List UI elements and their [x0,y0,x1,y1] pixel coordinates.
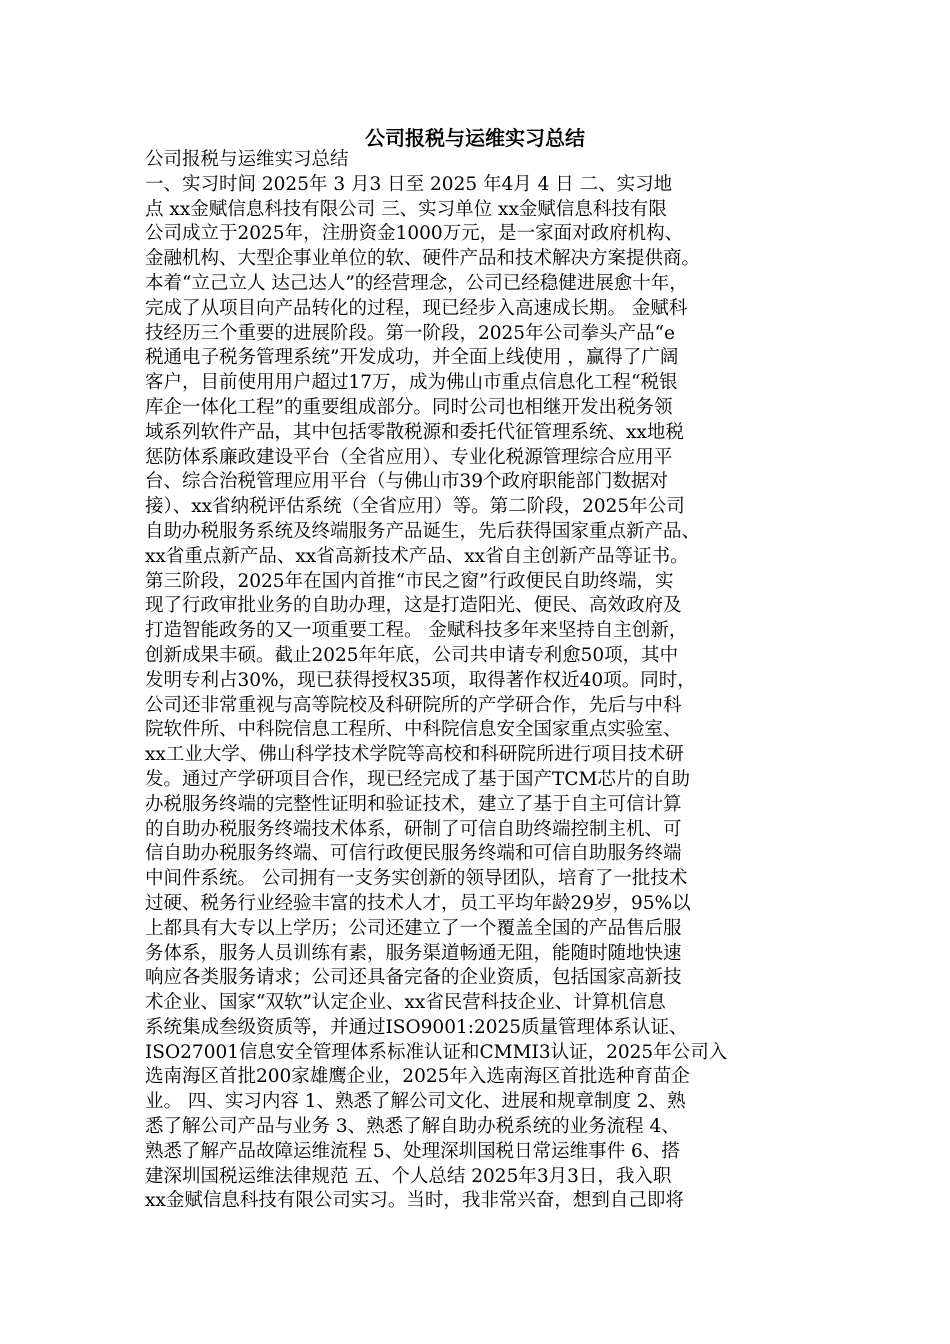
paragraph-line: xx省重点新产品、xx省高新技术产品、xx省自主创新产品等证书。 [145,545,689,567]
paragraph-line: ISO27001信息安全管理体系标准认证和CMMI3认证，2025年公司入 [145,1041,728,1063]
paragraph-line: 接）、xx省纳税评估系统（全省应用）等。第二阶段，2025年公司 [145,496,685,518]
paragraph-line: 公司还非常重视与高等院校及科研院所的产学研合作，先后与中科 [145,694,682,716]
paragraph-line: 创新成果丰硕。截止2025年年底，公司共申请专利愈50项，其中 [145,644,679,666]
paragraph-line: 一、实习时间 2025年 3 月3 日至 2025 年4月 4 日 二、实习地 [145,173,673,195]
paragraph-line: 办税服务终端的完整性证明和验证技术，建立了基于自主可信计算 [145,793,682,815]
paragraph-line: 点 xx金赋信息科技有限公司 三、实习单位 xx金赋信息科技有限 [145,198,667,220]
paragraph-line: 建深圳国税运维法律规范 五、个人总结 2025年3月3日，我入职 [145,1165,672,1187]
paragraph-line: 信自助办税服务终端、可信行政便民服务终端和可信自助服务终端 [145,843,682,865]
paragraph-line: 惩防体系廉政建设平台（全省应用）、专业化税源管理综合应用平 [145,446,673,468]
paragraph-line: 务体系，服务人员训练有素，服务渠道畅通无阻，能随时随地快速 [145,942,682,964]
paragraph-line: 公司报税与运维实习总结 [145,149,349,170]
paragraph-line: 术企业、国家“双软”认定企业、xx省民营科技企业、计算机信息 [145,992,666,1014]
paragraph-line: 院软件所、中科院信息工程所、中科院信息安全国家重点实验室、 [145,719,682,741]
paragraph-line: 客户，目前使用用户超过17万，成为佛山市重点信息化工程“税银 [145,372,678,394]
paragraph-line: 发明专利占30%，现已获得授权35项，取得著作权近40项。同时， [145,669,696,691]
paragraph-line: xx工业大学、佛山科学技术学院等高校和科研院所进行项目技术研 [145,744,684,766]
paragraph-line: 打造智能政务的又一项重要工程。 金赋科技多年来坚持自主创新， [145,620,688,642]
paragraph-line: 税通电子税务管理系统”开发成功，并全面上线使用 ，赢得了广阔 [145,347,679,369]
paragraph-line: 发。通过产学研项目合作，现已经完成了基于国产TCM芯片的自助 [145,768,690,790]
paragraph-line: 系统集成叁级资质等，并通过ISO9001:2025质量管理体系认证、 [145,1016,688,1038]
paragraph-line: 自助办税服务系统及终端服务产品诞生，先后获得国家重点新产品、 [145,520,701,542]
paragraph-line: 完成了从项目向产品转化的过程，现已经步入高速成长期。 金赋科 [145,297,688,319]
paragraph-line: 响应各类服务请求；公司还具备完备的企业资质，包括国家高新技 [145,967,682,989]
paragraph-line: 熟悉了解产品故障运维流程 5、处理深圳国税日常运维事件 6、搭 [145,1140,680,1162]
document-body [145,148,805,1214]
paragraph-line: 域系列软件产品，其中包括零散税源和委托代征管理系统、xx地税 [145,421,684,443]
paragraph-line: 台、综合治税管理应用平台（与佛山市39个政府职能部门数据对 [145,471,669,493]
paragraph-line: xx金赋信息科技有限公司实习。当时，我非常兴奋，想到自己即将 [145,1190,684,1212]
paragraph-line: 技经历三个重要的进展阶段。第一阶段，2025年公司拳头产品“e [145,322,675,344]
paragraph-line: 第三阶段，2025年在国内首推“市民之窗”行政便民自助终端，实 [145,570,674,592]
paragraph-line: 业。 四、实习内容 1、熟悉了解公司文化、进展和规章制度 2、熟 [145,1091,686,1113]
paragraph-line: 中间件系统。 公司拥有一支务实创新的领导团队，培育了一批技术 [145,868,688,890]
paragraph-line: 悉了解公司产品与业务 3、熟悉了解自助办税系统的业务流程 4、 [145,1116,680,1138]
paragraph-line: 本着“立己立人 达己达人”的经营理念，公司已经稳健进展愈十年， [145,272,688,294]
paragraph-line: 金融机构、大型企事业单位的软、硬件产品和技术解决方案提供商。 [145,248,701,270]
paragraph-line: 现了行政审批业务的自助办理，这是打造阳光、便民、高效政府及 [145,595,682,617]
paragraph-line: 的自助办税服务终端技术体系，研制了可信自助终端控制主机、可 [145,818,682,840]
document-title: 公司报税与运维实习总结 [365,126,585,150]
paragraph-line: 库企一体化工程”的重要组成部分。同时公司也相继开发出税务领 [145,396,673,418]
paragraph-line: 上都具有大专以上学历；公司还建立了一个覆盖全国的产品售后服 [145,917,682,939]
paragraph-line: 公司成立于2025年，注册资金1000万元，是一家面对政府机构、 [145,223,684,245]
paragraph-line: 过硬、税务行业经验丰富的技术人才，员工平均年龄29岁，95%以 [145,892,691,914]
paragraph-line: 选南海区首批200家雄鹰企业，2025年入选南海区首批选种育苗企 [145,1066,690,1088]
